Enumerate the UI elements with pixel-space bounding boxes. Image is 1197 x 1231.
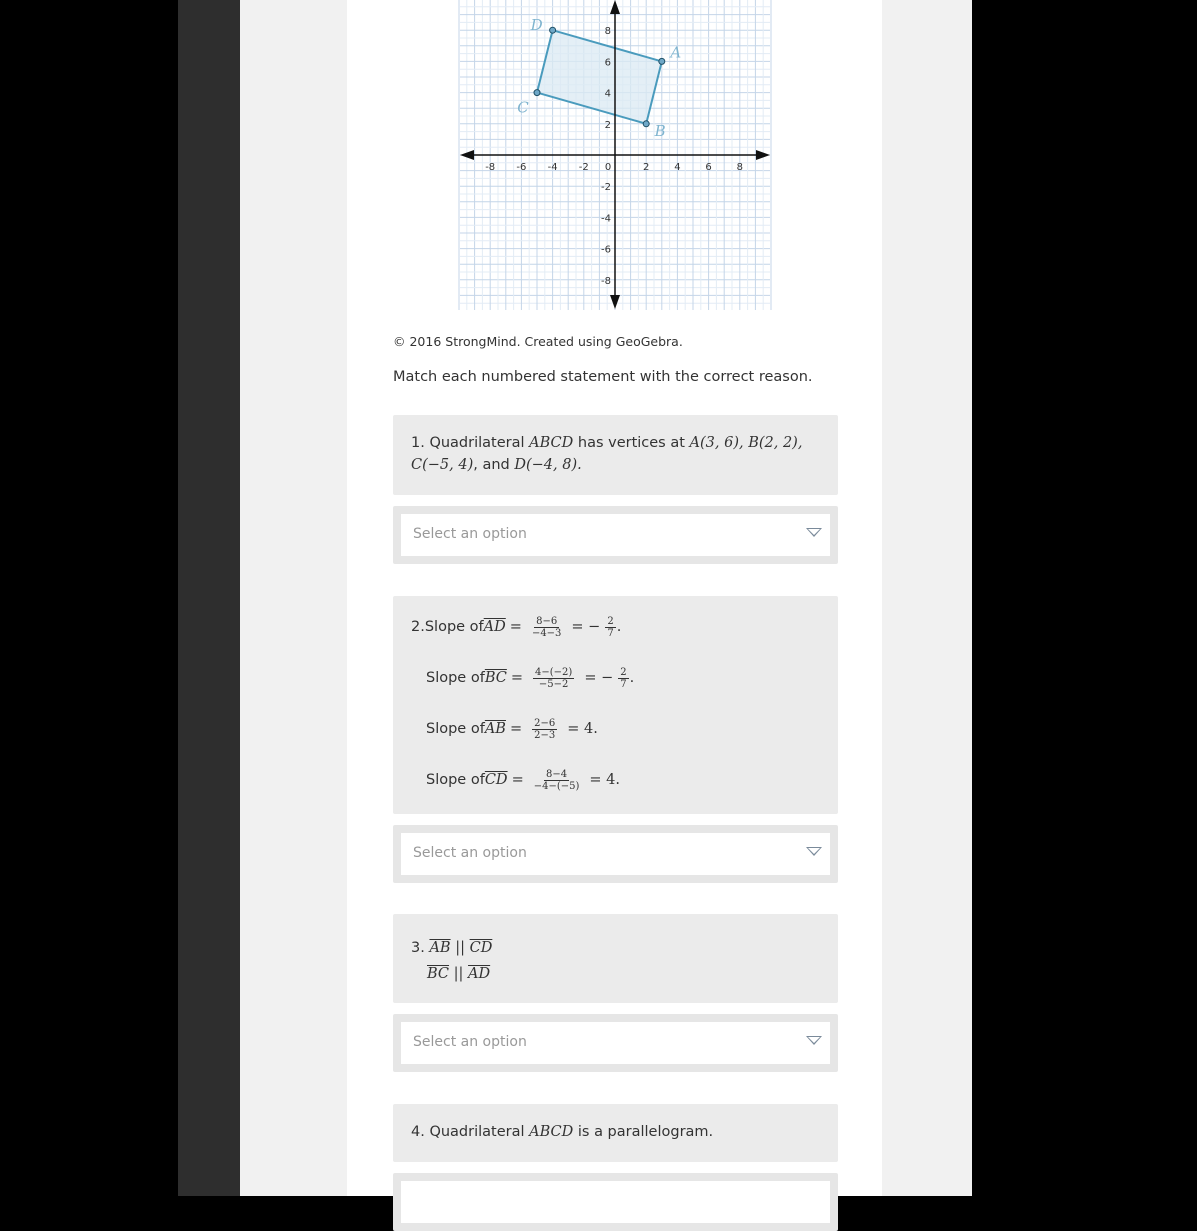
vertex-label-C: C: [517, 98, 529, 117]
statement-1: 1. Quadrilateral ABCD has vertices at A(3, 6), B(2, 2), C(−5, 4), and D(−4, 8).: [393, 415, 838, 495]
chevron-down-icon: [806, 847, 822, 856]
vertex-label-D: D: [530, 16, 543, 35]
x-tick-label: -4: [547, 162, 558, 173]
vertex-point-C: [534, 90, 540, 96]
x-tick-label: 0: [604, 162, 612, 173]
y-tick-label: -8: [601, 275, 611, 287]
chevron-down-icon: [806, 528, 822, 537]
reason-select-3[interactable]: Select an option: [393, 1014, 838, 1072]
quadrilateral-abcd: [537, 30, 662, 124]
statement-3: 3. $\overline{AB}$ || $\overline{CD}$ $\overline{BC}$ || $\overline{AD}$: [393, 914, 838, 1003]
slope-row: Slope of $\overline{BC}$ = $\frac{4-(-2)}{-5-2}$ = − $\frac{2}{7}$ .: [426, 666, 635, 690]
y-tick-label: 4: [604, 88, 611, 100]
chevron-down-icon: [806, 1036, 822, 1045]
reason-select-4[interactable]: [393, 1173, 838, 1231]
x-tick-label: -2: [578, 162, 589, 173]
vertex-label-A: A: [670, 43, 682, 62]
x-tick-label: 6: [705, 162, 712, 173]
y-tick-label: -4: [601, 213, 611, 225]
vertex-point-D: [550, 27, 556, 33]
vertex-point-A: [659, 58, 665, 64]
vertex-point-B: [643, 121, 649, 127]
slope-row: 2. Slope of $\overline{AD}$ = $\frac{8-6}{-4-3}$ = − $\frac{2}{7}$ .: [411, 615, 622, 639]
instructions: Match each numbered statement with the correct reason.: [393, 369, 813, 385]
image-credit: © 2016 StrongMind. Created using GeoGebra.: [393, 334, 683, 349]
slope-row: Slope of $\overline{CD}$ = $\frac{8-4}{-4-(-5)}$ = 4.: [426, 768, 620, 792]
y-tick-label: 2: [604, 119, 611, 131]
left-dark-strip: [178, 0, 240, 1196]
coordinate-graph: [455, 0, 775, 310]
fraction: $\frac{8-4}{-4-(-5)}$: [533, 768, 580, 792]
x-tick-label: 2: [643, 162, 650, 173]
vertex-label-B: B: [654, 121, 666, 140]
x-tick-label: -8: [485, 162, 496, 173]
y-tick-label: 6: [604, 57, 611, 69]
reason-select-1[interactable]: Select an option: [393, 506, 838, 564]
statement-4: 4. Quadrilateral ABCD is a parallelogram.: [393, 1104, 838, 1162]
x-tick-label: -6: [516, 162, 527, 173]
x-tick-label: 4: [674, 162, 681, 173]
fraction: $\frac{8-6}{-4-3}$: [531, 615, 562, 639]
slope-row: Slope of $\overline{AB}$ = $\frac{2-6}{2-3}$ = 4.: [426, 717, 598, 741]
fraction: $\frac{4-(-2)}{-5-2}$: [535, 666, 573, 690]
fraction: $\frac{2-6}{2-3}$: [534, 717, 556, 741]
y-tick-label: -6: [601, 244, 611, 256]
statement-2: [393, 596, 838, 814]
y-tick-label: 8: [604, 26, 611, 38]
y-tick-label: -2: [601, 182, 611, 194]
x-tick-label: 8: [736, 162, 743, 173]
reason-select-2[interactable]: Select an option: [393, 825, 838, 883]
